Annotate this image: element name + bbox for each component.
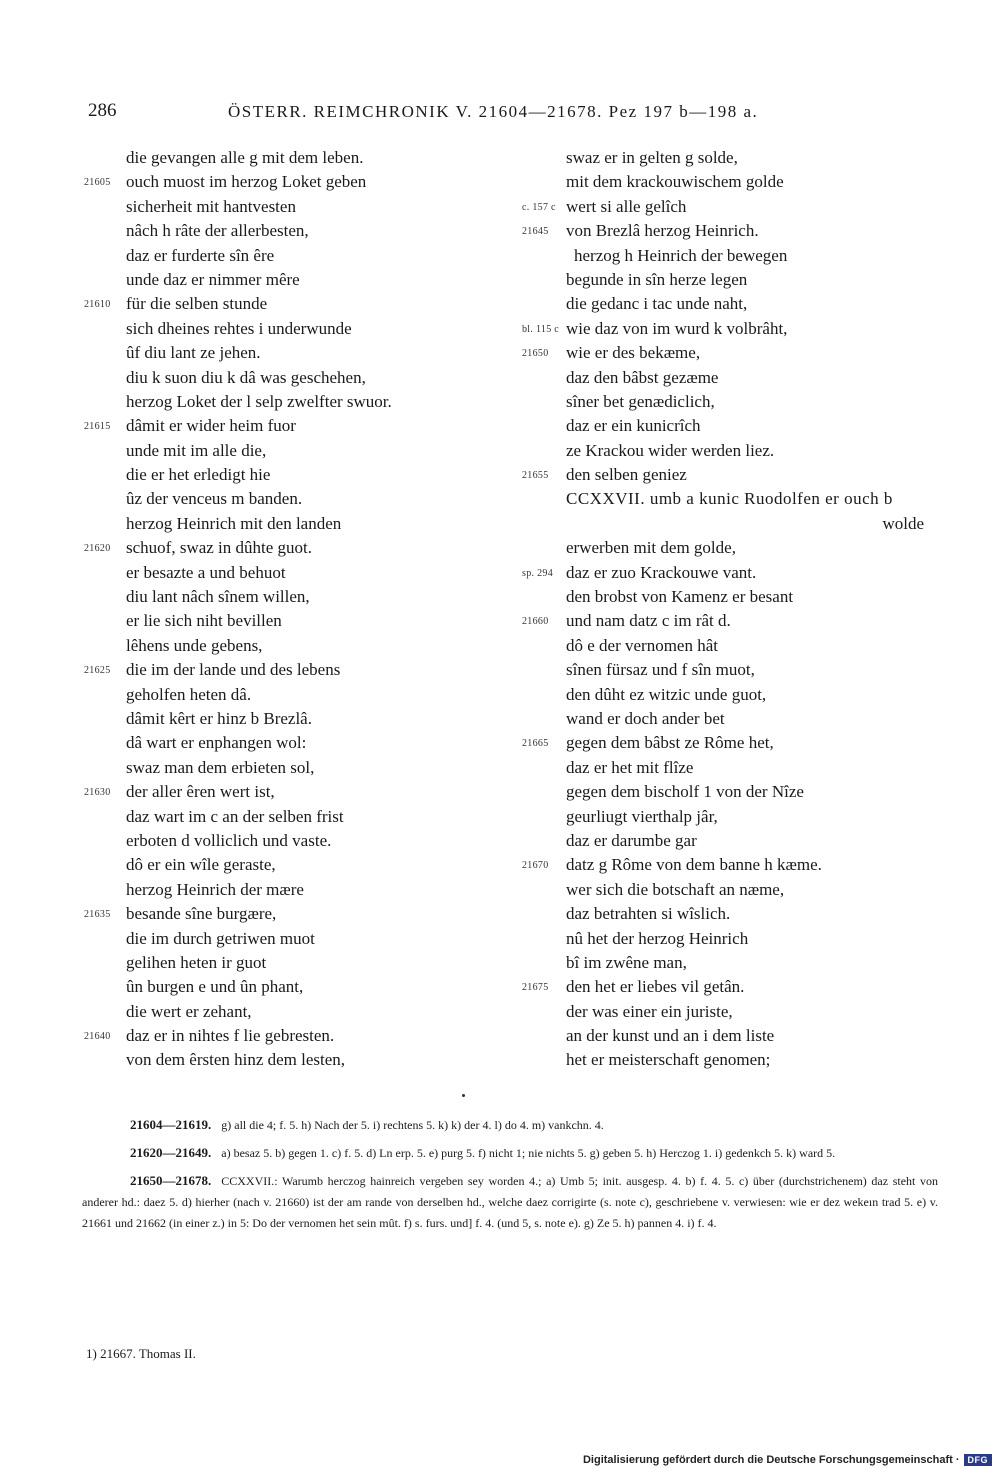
verse-line (522, 463, 952, 487)
verse-line (522, 658, 952, 682)
verse-text: von Brezlâ herzog Heinrich. (566, 221, 759, 241)
verse-line (84, 244, 504, 268)
verse-line (522, 585, 952, 609)
verse-number: 21645 (522, 226, 549, 238)
verse-line (84, 927, 504, 951)
verse-line (522, 683, 952, 707)
verse-text: nû het der herzog Heinrich (566, 928, 749, 948)
verse-text: mit dem krackouwischem golde (566, 172, 784, 192)
verse-line (522, 292, 952, 316)
verse-line (522, 927, 952, 951)
verse-line (84, 975, 504, 999)
verse-text: herzog h Heinrich der bewegen (574, 245, 788, 265)
verse-line (522, 366, 952, 390)
verse-text: daz er zuo Krackouwe vant. (566, 562, 757, 582)
verse-text: er lie sich niht bevillen (126, 611, 282, 631)
verse-text: ze Krackou wider werden liez. (566, 440, 775, 460)
verse-line (84, 756, 504, 780)
verse-text: wie daz von im wurd k volbrâht, (566, 318, 788, 338)
verse-line (84, 707, 504, 731)
verse-text: daz er furderte sîn êre (126, 245, 275, 265)
verse-text: diu k suon diu k dâ was geschehen, (126, 367, 366, 387)
apparatus-text: CCXXVII.: Warumb herczog hainreich vergeben sey worden 4.; a) Umb 5; init. ausgesp. 4. b) f. 4. 5. c) über (durchstrichenem) daz steht von anderer hd.: daez 5. d) hierher (nach v. 21660) ist der am rande von derselben hd., welche daez corrigirte (s. note c), geschriebene v. verwiesen: wie er dez wekeın trad 5. e) v. 21661 und 21662 (in einer z.) in 5: Do der vernomen het sein mût. f) s. furs. und] f. 4. (und 5, s. note e). g) Ze 5. h) pannen 4. i) f. 4. (82, 1174, 938, 1230)
verse-number: 21635 (84, 909, 111, 921)
verse-line (522, 1024, 952, 1048)
verse-line (522, 512, 952, 536)
verse-number: 21650 (522, 348, 549, 360)
verse-text: wie er des bekæme, (566, 343, 701, 363)
apparatus-entry (82, 1114, 938, 1136)
verse-text: sîner bet genædiclich, (566, 391, 715, 411)
verse-text: swaz man dem erbieten sol, (126, 757, 315, 777)
verse-text: wolde (882, 513, 924, 533)
verse-text: sicherheit mit hantvesten (126, 196, 296, 216)
verse-text: lêhens unde gebens, (126, 635, 263, 655)
verse-number: bl. 115 c (522, 323, 560, 335)
verse-line (84, 805, 504, 829)
verse-number: 21625 (84, 665, 111, 677)
verse-line (84, 585, 504, 609)
verse-line (522, 634, 952, 658)
verse-line (522, 317, 952, 341)
verse-number: 21660 (522, 616, 549, 628)
verse-line (522, 780, 952, 804)
verse-line (84, 878, 504, 902)
verse-line (522, 975, 952, 999)
verse-text: die im durch getriwen muot (126, 928, 315, 948)
verse-line (84, 366, 504, 390)
dfg-logo: DFG (964, 1454, 993, 1466)
verse-text: unde mit im alle die, (126, 440, 267, 460)
verse-text: daz er het mit flîze (566, 757, 694, 777)
verse-line (522, 170, 952, 194)
verse-number: sp. 294 (522, 567, 553, 579)
verse-text: wand er doch ander bet (566, 708, 725, 728)
verse-text: die wert er zehant, (126, 1001, 252, 1021)
verse-line (522, 1000, 952, 1024)
verse-line (522, 707, 952, 731)
apparatus-range: 21604—21619. (130, 1117, 212, 1132)
verse-number: 21610 (84, 299, 111, 311)
verse-text: sînen fürsaz und f sîn muot, (566, 660, 755, 680)
verse-line (84, 146, 504, 170)
verse-text: ûn burgen e und ûn phant, (126, 977, 304, 997)
verse-line (522, 561, 952, 585)
verse-text: dâ wart er enphangen wol: (126, 733, 307, 753)
verse-line (522, 853, 952, 877)
apparatus-range: 21650—21678. (130, 1173, 212, 1188)
apparatus-text: g) all die 4; f. 5. h) Nach der 5. i) rechtens 5. k) k) der 4. l) do 4. m) vankchn. 4. (221, 1118, 604, 1132)
verse-text: nâch h râte der allerbesten, (126, 221, 309, 241)
footnote: 1) 21667. Thomas II. (86, 1346, 196, 1361)
verse-text: herzog Heinrich der mære (126, 879, 304, 899)
verse-line (522, 536, 952, 560)
verse-line (84, 439, 504, 463)
verse-text: datz g Rôme von dem banne h kæme. (566, 855, 822, 875)
running-head: ÖSTERR. REIMCHRONIK V. 21604—21678. Pez 197 b—198 a. (228, 102, 759, 121)
verse-line (522, 268, 952, 292)
verse-text: unde daz er nimmer mêre (126, 269, 300, 289)
verse-line (522, 731, 952, 755)
verse-line (522, 439, 952, 463)
verse-text: ûz der venceus m banden. (126, 489, 303, 509)
verse-text: an der kunst und an i dem liste (566, 1026, 775, 1046)
verse-number: 21620 (84, 543, 111, 555)
verse-text: daz wart im c an der selben frist (126, 806, 344, 826)
verse-text: die im der lande und des lebens (126, 660, 341, 680)
verse-line (522, 878, 952, 902)
verse-line (84, 487, 504, 511)
apparatus-entry (82, 1170, 938, 1234)
verse-line (84, 463, 504, 487)
verse-text: dô er ein wîle geraste, (126, 855, 276, 875)
verse-line (84, 512, 504, 536)
verse-text: CCXXVII. umb a kunic Ruodolfen er ouch b (566, 489, 893, 509)
verse-line (84, 658, 504, 682)
verse-text: die gedanc i tac unde naht, (566, 294, 748, 314)
verse-text: daz er in nihtes f lie gebresten. (126, 1026, 335, 1046)
verse-line (84, 390, 504, 414)
verse-text: swaz er in gelten g solde, (566, 148, 738, 167)
apparatus-text: a) besaz 5. b) gegen 1. c) f. 5. d) Ln erp. 5. e) purg 5. f) nicht 1; nie nichts 5. g) geben 5. h) Herczog 1. i) gedenkch 5. k) ward 5. (221, 1146, 836, 1160)
critical-apparatus (82, 1114, 938, 1240)
verse-number: 21615 (84, 421, 111, 433)
verse-text: den selben geniez (566, 465, 687, 485)
verse-number: 21630 (84, 787, 111, 799)
verse-text: den brobst von Kamenz er besant (566, 587, 794, 607)
verse-text: den het er liebes vil getân. (566, 977, 745, 997)
verse-text: ouch muost im herzog Loket geben (126, 172, 367, 192)
verse-text: daz er darumbe gar (566, 830, 697, 850)
verse-line (522, 951, 952, 975)
verse-text: er besazte a und behuot (126, 562, 286, 582)
verse-number: 21640 (84, 1031, 111, 1043)
dfg-notice-text: Digitalisierung gefördert durch die Deutsche Forschungsgemeinschaft · (582, 1454, 960, 1466)
verse-line (84, 195, 504, 219)
verse-line (84, 536, 504, 560)
verse-line (522, 829, 952, 853)
verse-line (84, 731, 504, 755)
verse-text: erboten d volliclich und vaste. (126, 830, 332, 850)
verse-line (84, 219, 504, 243)
verse-line (84, 170, 504, 194)
verse-line (522, 487, 952, 511)
verse-text: herzog Heinrich mit den landen (126, 513, 342, 533)
dfg-funding-notice (583, 1454, 992, 1466)
page-number: 286 (88, 100, 117, 121)
verse-line (84, 829, 504, 853)
verse-text: sich dheines rehtes i underwunde (126, 318, 352, 338)
verse-line (84, 683, 504, 707)
verse-text: der was einer ein juriste, (566, 1001, 733, 1021)
verse-text: dâmit kêrt er hinz b Brezlâ. (126, 708, 312, 728)
verse-text: für die selben stunde (126, 294, 268, 314)
verse-text: daz betrahten si wîslich. (566, 904, 731, 924)
verse-text: dâmit er wider heim fuor (126, 416, 296, 436)
verse-number: 21670 (522, 860, 549, 872)
verse-line (84, 853, 504, 877)
verse-text: schuof, swaz in dûhte guot. (126, 538, 313, 558)
verse-number: 21605 (84, 177, 111, 189)
verse-text: daz den bâbst gezæme (566, 367, 719, 387)
verse-line (84, 780, 504, 804)
verse-text: het er meisterschaft genomen; (566, 1050, 771, 1070)
verse-line (84, 1048, 504, 1072)
verse-line (84, 414, 504, 438)
verse-text: herzog Loket der l selp zwelfter swuor. (126, 391, 392, 411)
verse-text: gegen dem bischolf 1 von der Nîze (566, 782, 804, 802)
verse-line (522, 902, 952, 926)
verse-text: gelihen heten ir guot (126, 952, 267, 972)
verse-text: dô e der vernomen hât (566, 635, 718, 655)
verse-text: die er het erledigt hie (126, 465, 271, 485)
verse-line (522, 414, 952, 438)
verse-text: bî im zwêne man, (566, 952, 687, 972)
verse-text: diu lant nâch sînem willen, (126, 587, 310, 607)
separator-dot (462, 1094, 465, 1097)
verse-text: die gevangen alle g mit dem leben. (126, 148, 364, 167)
verse-text: gegen dem bâbst ze Rôme het, (566, 733, 774, 753)
verse-text: und nam datz c im rât d. (566, 611, 731, 631)
verse-line (84, 1000, 504, 1024)
verse-line (84, 1024, 504, 1048)
verse-line (84, 341, 504, 365)
verse-line (84, 317, 504, 341)
verse-text: geurliugt vierthalp jâr, (566, 806, 718, 826)
verse-line (84, 268, 504, 292)
verse-line (522, 390, 952, 414)
verse-text: den dûht ez witzic unde guot, (566, 684, 767, 704)
verse-line (522, 1048, 952, 1072)
verse-line (522, 756, 952, 780)
verse-line (84, 609, 504, 633)
verse-line (84, 561, 504, 585)
verse-number: 21655 (522, 470, 549, 482)
verse-number: 21665 (522, 738, 549, 750)
verse-line (522, 805, 952, 829)
verse-text: besande sîne burgære, (126, 904, 277, 924)
verse-text: geholfen heten dâ. (126, 684, 252, 704)
verse-column-left (84, 146, 504, 1073)
verse-line (522, 195, 952, 219)
verse-line (522, 146, 952, 170)
verse-text: ûf diu lant ze jehen. (126, 343, 261, 363)
verse-line (84, 634, 504, 658)
verse-line (522, 341, 952, 365)
apparatus-entry (82, 1142, 938, 1164)
verse-number: c. 157 c (522, 201, 556, 213)
verse-line (84, 902, 504, 926)
verse-column-right (522, 146, 952, 1073)
verse-text: wert si alle gelîch (566, 196, 687, 216)
verse-text: wer sich die botschaft an næme, (566, 879, 785, 899)
verse-line (522, 219, 952, 243)
verse-line (522, 244, 952, 268)
verse-line (522, 609, 952, 633)
verse-text: daz er ein kunicrîch (566, 416, 701, 436)
verse-text: von dem êrsten hinz dem lesten, (126, 1050, 346, 1070)
verse-text: erwerben mit dem golde, (566, 538, 736, 558)
verse-text: der aller êren wert ist, (126, 782, 275, 802)
apparatus-range: 21620—21649. (130, 1145, 212, 1160)
verse-text: begunde in sîn herze legen (566, 269, 748, 289)
verse-number: 21675 (522, 982, 549, 994)
verse-line (84, 951, 504, 975)
verse-line (84, 292, 504, 316)
